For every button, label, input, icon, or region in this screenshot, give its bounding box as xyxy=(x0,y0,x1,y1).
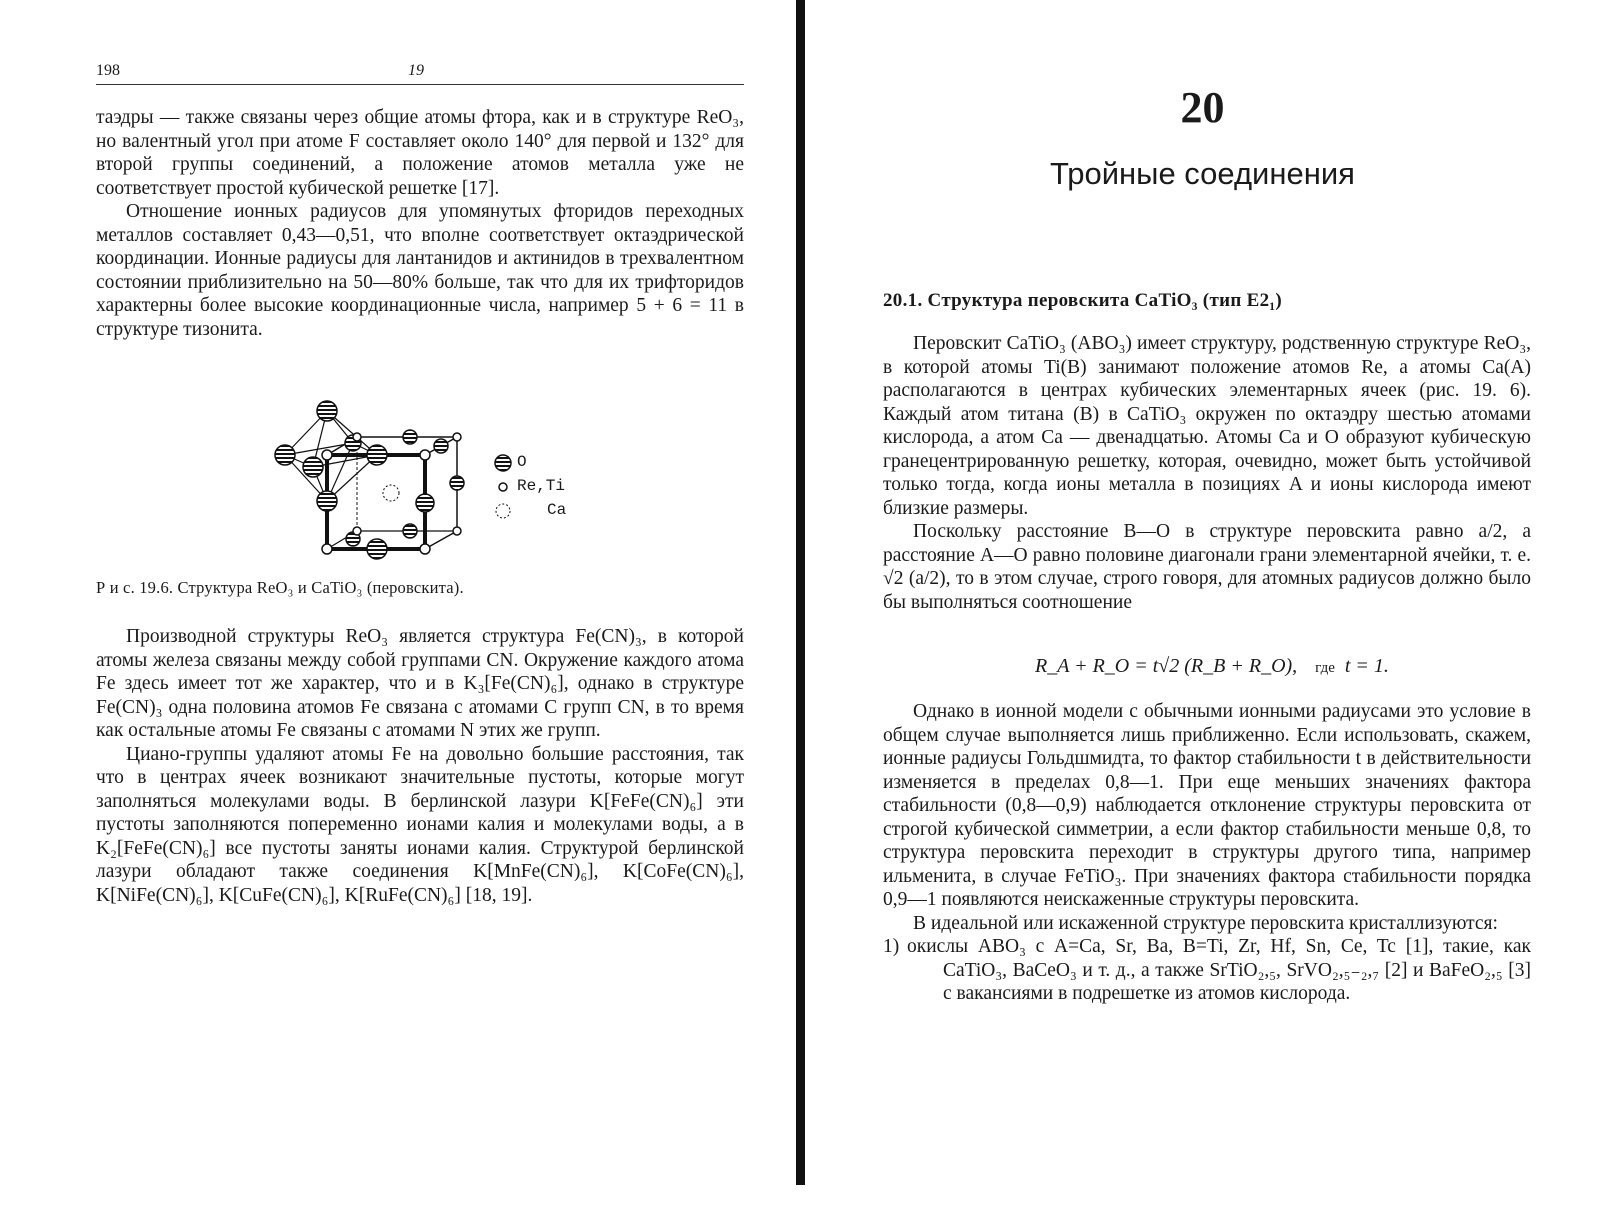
paragraph: Производной структуры ReO₃ является структура Fe(CN)₃, в которой атомы железа связаны между собой группами CN. Окружение каждого атома Fe здесь имеет тот же характер, что и в K₃[Fe(CN)₆], однако в структуре Fe(CN)₃ одна половина атомов Fe связана с атомами C групп CN, в то время как остальные атомы Fe связаны с атомами N этих же групп. xyxy=(96,626,744,741)
book-spine xyxy=(796,0,805,1185)
left-page xyxy=(0,0,796,1205)
formula-where: где xyxy=(1315,660,1335,676)
paragraph: таэдры — также связаны через общие атомы фтора, как и в структуре ReO₃, но валентный угол при атоме F составляет около 140° для первой и 132° для второй группы соединений, а положение атомов металла уже не соответствует простой кубической решетке [17]. xyxy=(96,107,744,199)
legend-metal-symbol xyxy=(499,483,507,491)
chapter-title: Тройные соединения xyxy=(1050,156,1355,191)
paragraph: Однако в ионной модели с обычными ионными радиусами это условие в общем случае выполняется лишь приближенно. Если использовать, скажем, ионные радиусы Гольдшмидта, то фактор стабильности t в действительности изменяется в пределах 0,8—1. При еще меньших значениях фактора стабильности (0,8—0,9) наблюдается отклонение структуры перовскита от строгой кубической симметрии, а если фактор стабильности меньше 0,8, то структура перовскита переходит в структуры другого типа, например ильменита, в случае FeTiO₃. При значениях фактора стабильности порядка 0,9—1 появляются неискаженные структуры перовскита. xyxy=(883,701,1531,910)
body-text-section-a xyxy=(883,332,1531,614)
legend-oxygen-symbol xyxy=(495,455,511,471)
figure-caption: Р и с. 19.6. Структура ReO₃ и CaTiO₃ (перовскита). xyxy=(96,578,464,597)
body-text-top xyxy=(96,106,744,341)
list-number: 1) xyxy=(883,936,900,957)
right-page xyxy=(805,0,1600,1205)
paragraph: Отношение ионных радиусов для упомянутых фторидов переходных металлов составляет 0,43—0,51, что вполне соответствует октаэдрической координации. Ионные радиусы для лантанидов и актинидов в трехвалентном состоянии приблизительно на 50—80% больше, так что для их трифторидов характерны более высокие координационные числа, например 5 + 6 = 11 в структуре тизонита. xyxy=(96,201,744,340)
legend-label-re-ti: Re,Ti xyxy=(517,477,566,495)
crystal-structure-figure xyxy=(265,393,585,565)
formula-expression: R_A + R_O = t√2 (R_B + R_O), xyxy=(1035,655,1298,677)
paragraph: Циано-группы удаляют атомы Fe на довольно большие расстояния, так что в центрах ячеек возникают значительные пустоты, которые могут заполняться молекулами воды. В берлинской лазури K[FeFe(CN)₆] эти пустоты заполняются попеременно ионами калия и молекулами воды, а в K₂[FeFe(CN)₆] все пустоты заняты ионами калия. Структурой берлинской лазури обладают также соединения K[MnFe(CN)₆], K[CoFe(CN)₆], K[NiFe(CN)₆], K[CuFe(CN)₆], K[RuFe(CN)₆] [18, 19]. xyxy=(96,743,744,906)
running-head-chapter: 19 xyxy=(408,62,424,79)
paragraph: Перовскит CaTiO₃ (ABO₃) имеет структуру, родственную структуре ReO₃, в которой атомы Ti(B) занимают положение атомов Re, а атомы Ca(A) располагаются в центрах кубических элементарных ячеек (рис. 19. 6). Каждый атом титана (B) в CaTiO₃ окружен по октаэдру шестью атомами кислорода, а атом Ca — двенадцатью. Атомы Ca и O образуют кубическую гранецентрированную решетку, которая, очевидно, может быть устойчивой только тогда, когда ионы металла в позициях A и ионы кислорода имеют близкие размеры. xyxy=(883,333,1531,519)
legend-label-ca: Ca xyxy=(547,501,567,519)
running-head xyxy=(96,62,744,85)
section-heading: 20.1. Структура перовскита CaTiO₃ (тип E2₁) xyxy=(883,290,1283,311)
legend-label-o: O xyxy=(517,453,527,471)
page-number: 198 xyxy=(96,62,120,79)
paragraph: В идеальной или искаженной структуре перовскита кристаллизуются: xyxy=(913,912,1498,934)
list-text: окислы ABO₃ с A=Ca, Sr, Ba, B=Ti, Zr, Hf, Sn, Ce, Tc [1], такие, как CaTiO₃, BaCeO₃ и т. д., а также SrTiO₂,₅, SrVO₂,₅₋₂,₇ [2] и BaFeO₂,₅ [3] с вакансиями в подрешетке из атомов кислорода. xyxy=(907,936,1531,1004)
body-text-section-b xyxy=(883,700,1531,1006)
chapter-number: 20 xyxy=(1180,83,1225,132)
paragraph: Поскольку расстояние B—O в структуре перовскита равно a/2, а расстояние A—O равно половине диагонали грани элементарной ячейки, т. е. √2 (a/2), то в этом случае, строго говоря, для атомных радиусов должно было бы выполняться соотношение xyxy=(883,521,1531,613)
formula-condition: t = 1. xyxy=(1344,655,1389,677)
body-text-bottom xyxy=(96,625,744,907)
stability-formula xyxy=(1035,655,1389,678)
list-item xyxy=(883,935,1531,1006)
legend-ca-symbol xyxy=(496,504,510,518)
